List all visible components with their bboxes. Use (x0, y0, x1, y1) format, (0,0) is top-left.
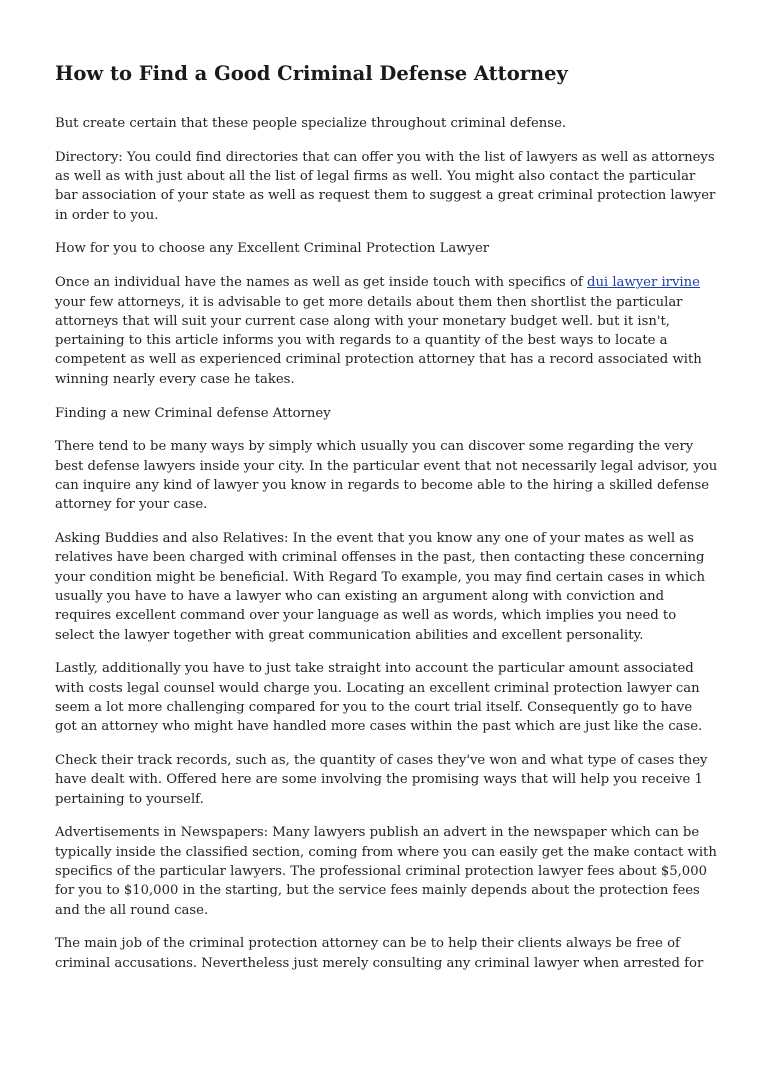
paragraph-track-records: Check their track records, such as, the quantity of cases they've won and what type of cases they have dealt with. Offered here are some involving the promising ways that will help you receive 1 pertaining to yourself. (55, 753, 708, 807)
paragraph-names-before: Once an individual have the names as well as get inside touch with specifics of (55, 275, 587, 291)
paragraph-directory: Directory: You could find directories that can offer you with the list of lawyers as well as attorneys as well as with just about all the list of legal firms as well. You might also contact the particular bar association of your state as well as request them to suggest a great criminal protection lawyer in order to you. (55, 149, 716, 223)
paragraph-heading-choose: How for you to choose any Excellent Criminal Protection Lawyer (55, 241, 490, 257)
paragraph-main-job: The main job of the criminal protection attorney can be to help their clients always be free of criminal accusations. Nevertheless just merely consulting any criminal lawyer when arrested for (55, 936, 704, 971)
paragraph-heading-finding: Finding a new Criminal defense Attorney (55, 405, 331, 421)
paragraph-names-after: your few attorneys, it is advisable to get more details about them then shortlist the particular attorneys that will suit your current case along with your monetary budget well. but it isn't, pertaining to this article informs you with regards to a quantity of the best ways to locate a competent as well as experienced criminal protection attorney that has a record associated with winning nearly every case he takes. (55, 294, 702, 387)
dui-lawyer-irvine-link[interactable]: dui lawyer irvine (587, 275, 700, 291)
paragraph-ways: There tend to be many ways by simply which usually you can discover some regarding the very best defense lawyers inside your city. In the particular event that not necessarily legal advisor, you can inquire any kind of lawyer you know in regards to become able to the hiring a skilled defense attorney for your case. (55, 439, 718, 513)
paragraph-advertisements: Advertisements in Newspapers: Many lawyers publish an advert in the newspaper which can be typically inside the classified section, coming from where you can easily get the make contact with specifics of the particular lawyers. The professional criminal protection lawyer fees about $5,000 for you to $10,000 in the starting, but the service fees mainly depends about the protection fees and the all round case. (55, 825, 717, 918)
paragraph-intro: But create certain that these people specialize throughout criminal defense. (55, 116, 567, 131)
paragraph-lastly: Lastly, additionally you have to just take straight into account the particular amount associated with costs legal counsel would charge you. Locating an excellent criminal protection lawyer can seem a lot more challenging compared for you to the court trial itself. Consequently go to have got an attorney who might have handled more cases within the past which are just like the case. (55, 661, 703, 735)
page-title: How to Find a Good Criminal Defense Attorney (55, 62, 568, 85)
paragraph-names (55, 273, 718, 389)
paragraph-buddies: Asking Buddies and also Relatives: In the event that you know any one of your mates as well as relatives have been charged with criminal offenses in the past, then contacting these concerning your condition might be beneficial. With Regard To example, you may find certain cases in which usually you have to have a lawyer who can existing an argument along with conviction and requires excellent command over your language as well as words, which implies you need to select the lawyer together with great communication abilities and excellent personality. (55, 531, 705, 643)
